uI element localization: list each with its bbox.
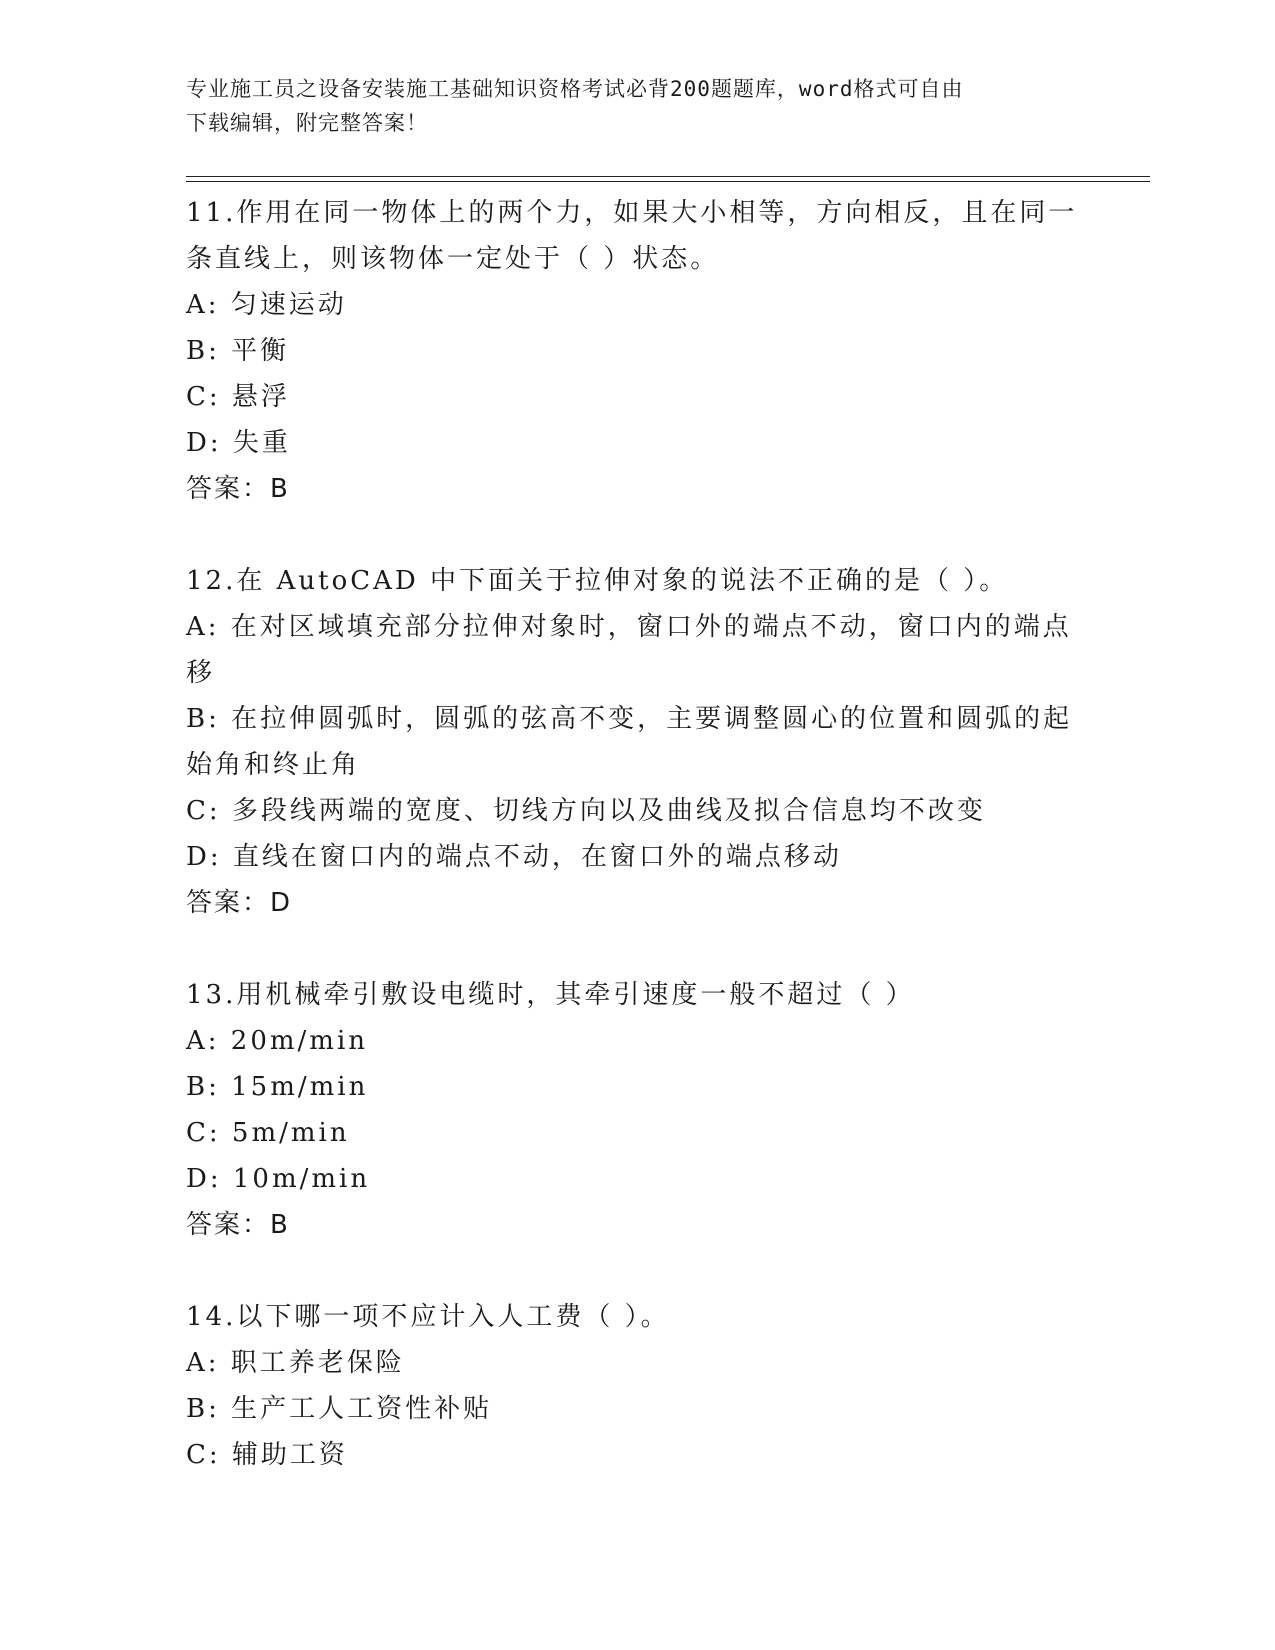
question-stem: 14.以下哪一项不应计入人工费（ ）。 — [186, 1302, 670, 1332]
header-line-2: 下载编辑，附完整答案！ — [186, 111, 428, 135]
answer: 答案：B — [186, 1210, 290, 1240]
question-stem: 13.用机械牵引敷设电缆时，其牵引速度一般不超过（ ） — [186, 980, 915, 1010]
option-c: C: 多段线两端的宽度、切线方向以及曲线及拟合信息均不改变 — [186, 796, 986, 826]
question-stem: 11.作用在同一物体上的两个力，如果大小相等，方向相反，且在同一 — [186, 198, 1078, 228]
option-b-continued: 始角和终止角 — [186, 750, 361, 780]
question-14 — [186, 1294, 1086, 1478]
answer: 答案：B — [186, 474, 290, 504]
option-c: C: 5m/min — [186, 1118, 350, 1148]
document-header — [186, 72, 1066, 140]
option-c: C: 悬浮 — [186, 382, 290, 412]
option-d: D: 失重 — [186, 428, 291, 458]
question-11 — [186, 190, 1086, 512]
option-b: B: 生产工人工资性补贴 — [186, 1394, 493, 1424]
question-stem: 12.在 AutoCAD 中下面关于拉伸对象的说法不正确的是（ ）。 — [186, 566, 1009, 596]
option-c: C: 辅助工资 — [186, 1440, 348, 1470]
option-a: A: 在对区域填充部分拉伸对象时，窗口外的端点不动，窗口内的端点 — [186, 612, 1072, 642]
option-b: B: 在拉伸圆弧时，圆弧的弦高不变，主要调整圆心的位置和圆弧的起 — [186, 704, 1073, 734]
question-stem-continued: 条直线上，则该物体一定处于（ ）状态。 — [186, 244, 720, 274]
answer: 答案：D — [186, 888, 293, 918]
header-line-1: 专业施工员之设备安装施工基础知识资格考试必背200题题库，word格式可自由 — [186, 77, 964, 101]
option-d: D: 10m/min — [186, 1164, 371, 1194]
option-d: D: 直线在窗口内的端点不动，在窗口外的端点移动 — [186, 842, 842, 872]
divider-rule-bottom — [186, 181, 1150, 182]
option-a: A: 匀速运动 — [186, 290, 347, 320]
option-a: A: 20m/min — [186, 1026, 369, 1056]
divider-rule-top — [186, 176, 1150, 177]
option-a-continued: 移 — [186, 658, 216, 688]
question-list — [186, 190, 1086, 1524]
option-b: B: 平衡 — [186, 336, 290, 366]
option-b: B: 15m/min — [186, 1072, 369, 1102]
option-a: A: 职工养老保险 — [186, 1348, 405, 1378]
question-12 — [186, 558, 1086, 926]
question-13 — [186, 972, 1086, 1248]
